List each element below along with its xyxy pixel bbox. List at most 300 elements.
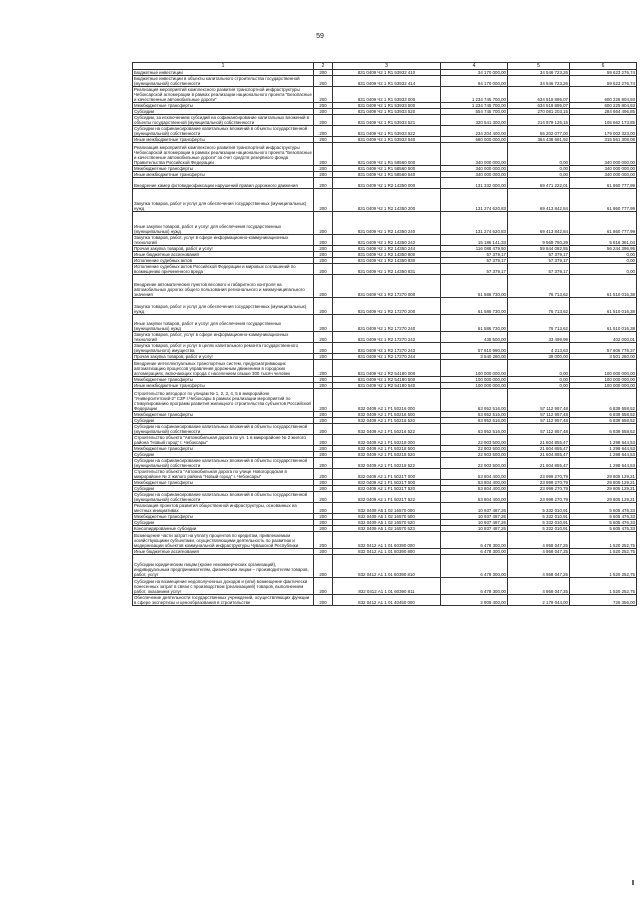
row-csr: 832 0412 А1 1 01 60390 000 [333,532,441,549]
row-name: Иные закупки товаров, работ и услуг для обеспечения государственных (муниципальных) нужд [133,315,314,332]
row-approved: 57 610 990,00 [441,343,508,354]
row-approved: 63 952 516,00 [441,418,508,424]
row-code: 200 [314,76,333,87]
row-unexecuted: 100 000 000,00 [570,377,637,383]
table-row [133,578,637,595]
row-name: Субсидии на возмещение недополученных доходов и (или) возмещение фактически понесенных затрат в связи с производством (реализацией) товаров, выполнением работ, оказанием услуг [133,578,314,595]
row-code: 200 [314,446,333,452]
row-csr: 832 0409 А5 1 02 16570 000 [333,503,441,514]
row-csr: 831 0409 Ч2 1 R2 14350 800 [333,252,441,258]
row-executed: 9 569 760,29 [508,235,570,246]
row-csr: 831 0409 Ч2 1 R2 14350 831 [333,264,441,275]
row-unexecuted: 6 839 558,52 [570,412,637,418]
row-name: Консолидированные субсидии [133,526,314,532]
row-name: Прочая закупка товаров, работ и услуг [133,246,314,252]
row-executed: 4 958 047,25 [508,532,570,549]
table-row [133,298,637,315]
row-approved: 57 379,17 [441,264,508,275]
row-name: Прочая закупка товаров, работ и услуг [133,354,314,360]
row-code: 200 [314,189,333,212]
row-name: Субсидии [133,520,314,526]
table-row [133,389,637,412]
row-unexecuted: 1 298 644,53 [570,458,637,469]
row-approved: 94 170 000,00 [441,76,508,87]
row-unexecuted: 5 605 476,33 [570,520,637,526]
row-approved: 100 000 000,00 [441,377,508,383]
row-name: Межбюджетные трансферты [133,446,314,452]
row-unexecuted: 105 662 173,85 [570,115,637,126]
row-unexecuted: 6 839 558,52 [570,389,637,412]
row-executed: 0,00 [508,360,570,377]
row-csr: 831 0409 Ч2 1 R2 14350 830 [333,258,441,264]
row-code: 200 [314,418,333,424]
row-csr: 831 0409 Ч2 1 R1 53933 500 [333,103,441,109]
row-name: Иные межбюджетные трансферты [133,172,314,178]
row-name: Возмещение части затрат на уплату процентов по кредитам, привлекаемым хозяйствующими субъектами, осуществляющими деятельность по развитию и модернизации объектов коммунальной инфраструктуры Чувашской Республики [133,532,314,549]
row-executed: 634 519 895,07 [508,87,570,103]
row-name: Строительство объекта "Автомобильная дорога по улице Новогородская в микрорайоне № 2 жилого района "Новый город" г. Чебоксары" [133,469,314,480]
row-name: Субсидии [133,452,314,458]
table-row [133,178,637,189]
column-header: 3 [333,63,441,70]
row-name: Иные межбюджетные трансферты [133,383,314,389]
row-csr: 832 0409 А2 1 F1 5021Т 520 [333,486,441,492]
row-name: Закупка товаров, работ и услуг для обеспечения государственных (муниципальных) нужд [133,298,314,315]
row-code: 200 [314,275,333,298]
row-unexecuted: 1 298 644,53 [570,435,637,446]
row-csr: 832 0412 А1 1 01 40450 000 [333,595,441,606]
row-unexecuted: 3 501 280,00 [570,354,637,360]
row-unexecuted: 402 000,01 [570,332,637,343]
row-name: Иные бюджетные ассигнования [133,252,314,258]
row-code: 200 [314,258,333,264]
row-csr: 831 0409 Ч2 1 R1 58560 500 [333,166,441,172]
table-row [133,315,637,332]
row-executed: 34 546 723,26 [508,70,570,76]
row-approved: 116 088 479,50 [441,246,508,252]
row-approved: 131 332 000,00 [441,178,508,189]
row-name: Закупка товаров, работ и услуг в целях капитального ремонта государственного (муниципального) имущества [133,343,314,354]
row-code: 200 [314,503,333,514]
budget-table [132,62,637,606]
row-executed: 39 000,00 [508,354,570,360]
row-approved: 554 745 700,00 [441,109,508,115]
edge-mark [632,880,634,885]
row-name: Закупка товаров, работ, услуг в сфере информационно-коммуникационных технологий [133,235,314,246]
row-approved: 53 804 400,00 [441,486,508,492]
row-unexecuted: 29 805 129,21 [570,480,637,486]
row-unexecuted: 340 000 000,00 [570,172,637,178]
row-approved: 34 170 000,00 [441,70,508,76]
row-code: 200 [314,235,333,246]
row-code: 200 [314,87,333,103]
row-unexecuted: 1 298 644,53 [570,452,637,458]
row-name: Межбюджетные трансферты [133,412,314,418]
row-code: 200 [314,246,333,252]
row-approved: 320 541 300,00 [441,115,508,126]
table-row [133,458,637,469]
row-name: Межбюджетные трансферты [133,377,314,383]
row-csr: 831 0409 Ч2 1 R2 14350 240 [333,212,441,235]
row-csr: 831 0409 Ч2 1 R2 54180 500 [333,377,441,383]
row-executed: 5 332 010,91 [508,514,570,520]
row-executed: 57 112 957,48 [508,389,570,412]
row-name: Межбюджетные трансферты [133,166,314,172]
row-unexecuted: 1 520 252,75 [570,555,637,578]
table-row [133,275,637,298]
row-code: 200 [314,424,333,435]
table-row [133,87,637,103]
row-csr: 831 0409 Ч2 1 R1 53933 520 [333,109,441,115]
row-unexecuted: 1 520 252,75 [570,549,637,555]
row-csr: 832 0409 А2 1 F1 50218 500 [333,446,441,452]
row-executed: 5 332 010,91 [508,520,570,526]
row-csr: 831 0409 Ч2 1 R2 14350 242 [333,235,441,246]
row-name: Закупка товаров, работ и услуг для обеспечения государственных (муниципальных) нужд [133,189,314,212]
row-executed: 4 958 047,25 [508,555,570,578]
table-row [133,143,637,166]
row-approved: 22 903 500,00 [441,435,508,446]
row-executed: 0,00 [508,143,570,166]
row-approved: 61 586 730,00 [441,298,508,315]
row-unexecuted: 340 000 000,00 [570,166,637,172]
row-approved: 10 937 487,26 [441,526,508,532]
row-csr: 832 0409 А2 1 F1 50218 000 [333,435,441,446]
row-unexecuted: 726 356,00 [570,595,637,606]
row-approved: 53 804 400,00 [441,480,508,486]
row-code: 200 [314,126,333,137]
table-row [133,235,637,246]
row-code: 200 [314,469,333,480]
table-row [133,264,637,275]
row-csr: 832 0409 А2 1 F1 50218 522 [333,458,441,469]
row-unexecuted: 5 605 476,33 [570,503,637,514]
row-executed: 0,00 [508,166,570,172]
row-executed: 21 604 855,47 [508,452,570,458]
row-code: 200 [314,549,333,555]
row-approved: 6 478 300,00 [441,549,508,555]
row-code: 200 [314,514,333,520]
row-code: 200 [314,452,333,458]
row-unexecuted: 6 839 558,52 [570,418,637,424]
row-name: Обеспечение деятельности государственных учреждений, осуществляющих функции в сфере экспертизы и ценообразования в строительстве [133,595,314,606]
row-executed: 4 213,63 [508,343,570,354]
table-row [133,492,637,503]
row-code: 200 [314,315,333,332]
row-executed: 57 112 957,48 [508,424,570,435]
row-name: Субсидии [133,486,314,492]
table-row [133,343,637,354]
row-csr: 832 0409 А2 1 F1 50216 500 [333,412,441,418]
row-csr: 831 0409 Ч2 1 R1 53932 414 [333,76,441,87]
row-code: 200 [314,578,333,595]
row-code: 200 [314,354,333,360]
row-name: Субсидии на софинансирование капитальных вложений в объекты государственной (муниципальной) собственности [133,424,314,435]
row-name: Реализация мероприятий комплексного развития транспортной инфраструктуры Чебоксарской агломерации в рамках реализации национального проекта "Безопасные и качественные автомобильные дороги" за счет средств резервного фонда Правительства Российской Федерации [133,143,314,166]
row-csr: 832 0412 А1 1 01 60390 811 [333,578,441,595]
row-csr: 832 0409 А2 1 F1 50216 520 [333,418,441,424]
row-unexecuted: 5 616 381,04 [570,235,637,246]
row-executed: 214 879 126,15 [508,115,570,126]
row-unexecuted: 61 860 777,99 [570,189,637,212]
row-code: 200 [314,526,333,532]
row-unexecuted: 56 244 396,95 [570,246,637,252]
row-code: 200 [314,377,333,383]
row-unexecuted: 1 298 644,53 [570,446,637,452]
row-unexecuted: 61 510 016,38 [570,298,637,315]
row-unexecuted: 5 605 476,33 [570,514,637,520]
page-number: 59 [316,33,324,40]
row-name: Субсидии на софинансирование капитальных вложений в объекты государственной (муниципальной) собственности [133,458,314,469]
column-header: 5 [508,63,570,70]
row-approved: 10 937 487,26 [441,503,508,514]
row-unexecuted: 6 839 558,52 [570,424,637,435]
row-executed: 2 179 044,00 [508,595,570,606]
table-header-row [133,63,637,70]
row-unexecuted: 1 520 252,75 [570,578,637,595]
row-code: 200 [314,178,333,189]
row-code: 200 [314,520,333,526]
table-row [133,126,637,137]
row-unexecuted: 315 561 308,08 [570,137,637,143]
row-name: Реализация мероприятий комплексного развития транспортной инфраструктуры Чебоксарской агломерации в рамках реализации национального проекта "Безопасные и качественные автомобильные дороги" [134,87,312,102]
row-approved: 53 804 400,00 [441,469,508,480]
row-unexecuted: 61 510 016,38 [570,275,637,298]
row-approved: 63 952 516,00 [441,389,508,412]
row-code: 200 [314,360,333,377]
row-unexecuted: 0,00 [570,264,637,275]
row-code: 200 [314,332,333,343]
table-row [133,212,637,235]
row-csr: 832 0409 А2 1 F1 50216 522 [333,424,441,435]
row-csr: 831 0409 Ч2 1 R2 54180 540 [333,383,441,389]
row-csr: 831 0409 Ч2 1 R1 58560 000 [333,143,441,166]
row-name: Субсидии [133,109,314,115]
row-approved: 63 952 516,00 [441,424,508,435]
row-unexecuted: 59 623 276,74 [570,70,637,76]
table-row [133,435,637,446]
table-row [133,555,637,578]
row-name: Бюджетные инвестиции [133,70,314,76]
table-row [133,424,637,435]
table-row [133,189,637,212]
row-code: 200 [314,109,333,115]
row-code: 200 [314,172,333,178]
row-approved: 61 586 730,00 [441,275,508,298]
row-name: Строительство автодорог по улицам № 1, 2, 3, 4, 5 в микрорайоне "Университетский-2" СЗР г.Чебоксары в рамках реализации мероприятий по стимулированию программ развития жилищного строительства субъектов Российской Федерации [133,389,314,412]
row-executed: 57 379,17 [508,258,570,264]
row-name: Внедрение камер фотовидеофиксации нарушений правил дорожного движения [133,178,314,189]
row-approved: 63 952 516,00 [441,412,508,418]
row-code: 200 [314,103,333,109]
table-row [133,332,637,343]
row-executed: 33 499,99 [508,332,570,343]
row-code: 200 [314,70,333,76]
row-name: Межбюджетные трансферты [133,103,314,109]
row-name: Внедрение автоматических пунктов весового и габаритного контроля на автомобильных дорогах общего пользования регионального и межмуниципального значения [133,275,314,298]
row-approved: 61 586 730,00 [441,315,508,332]
row-unexecuted: 61 860 777,99 [570,212,637,235]
row-name: Реализация проектов развития общественной инфраструктуры, основанных на местных инициативах [133,503,314,514]
row-csr: 831 0409 Ч2 1 R2 17270 200 [333,298,441,315]
table-row [133,354,637,360]
row-approved: 6 478 300,00 [441,578,508,595]
row-executed: 634 519 895,07 [508,103,570,109]
row-unexecuted: 600 225 804,93 [570,87,637,103]
row-unexecuted: 600 225 804,93 [570,103,637,109]
row-code: 200 [314,298,333,315]
row-csr: 831 0409 Ч2 1 R2 17270 000 [333,275,441,298]
row-executed: 0,00 [508,383,570,389]
table-row [133,360,637,377]
column-header: 4 [441,63,508,70]
row-executed: 0,00 [508,377,570,383]
row-name: Закупка товаров, работ, услуг в сфере информационно-коммуникационных технологий [133,332,314,343]
row-executed: 69 471 222,01 [508,178,570,189]
row-code: 200 [314,264,333,275]
table-row [133,595,637,606]
row-executed: 0,00 [508,172,570,178]
row-unexecuted: 5 605 476,33 [570,526,637,532]
row-executed: 69 413 842,84 [508,212,570,235]
row-executed: 57 379,17 [508,264,570,275]
row-unexecuted: 179 002 323,00 [570,126,637,137]
row-code: 200 [314,389,333,412]
row-approved: 100 000 000,00 [441,360,508,377]
row-executed: 5 332 010,91 [508,503,570,514]
row-csr: 831 0409 Ч2 1 R2 17270 244 [333,354,441,360]
row-executed: 5 332 010,91 [508,526,570,532]
row-csr: 831 0409 Ч2 1 R2 17270 243 [333,343,441,354]
row-executed: 34 546 723,26 [508,76,570,87]
row-csr: 831 0409 Ч2 1 R1 53933 521 [333,115,441,126]
row-approved: 234 204 400,00 [441,126,508,137]
row-code: 200 [314,137,333,143]
row-name: Иные межбюджетные трансферты [133,137,314,143]
row-csr: 831 0409 Ч2 1 R2 17270 240 [333,315,441,332]
row-approved: 53 804 400,00 [441,492,508,503]
row-csr: 831 0409 Ч2 1 R1 53933 522 [333,126,441,137]
row-name: Субсидии [133,418,314,424]
row-approved: 131 274 620,83 [441,212,508,235]
row-csr: 832 0409 А2 1 F1 5021Т 500 [333,480,441,486]
row-executed: 4 958 047,25 [508,549,570,555]
column-header: 6 [570,63,637,70]
row-csr: 831 0409 Ч2 1 R1 53933 540 [333,137,441,143]
row-approved: 2 905 400,00 [441,595,508,606]
row-unexecuted: 0,00 [570,258,637,264]
row-name: Бюджетные инвестиции в объекты капитального строительства государственной (муниципальной) собственности [133,76,314,87]
table-row [133,76,637,87]
row-unexecuted: 1 520 252,75 [570,532,637,549]
row-name: Субсидии, за исключением субсидий на софинансирование капитальных вложений в объекты государственной (муниципальной) собственности [133,115,314,126]
row-executed: 270 081 203,15 [508,109,570,115]
row-unexecuted: 100 000 000,00 [570,360,637,377]
row-name: Субсидии юридическим лицам (кроме некоммерческих организаций), индивидуальным предпринимателям, физическим лицам – производителям товаров, работ, услуг [133,555,314,578]
row-executed: 57 112 957,48 [508,412,570,418]
row-code: 200 [314,532,333,549]
row-approved: 340 000 000,00 [441,172,508,178]
row-approved: 10 937 487,26 [441,520,508,526]
table-row [133,115,637,126]
row-executed: 69 413 842,84 [508,189,570,212]
row-code: 200 [314,343,333,354]
row-unexecuted: 29 805 129,21 [570,486,637,492]
row-name: Исполнение судебных актов Российской Федерации и мировых соглашений по возмещению причиненного вреда [133,264,314,275]
row-executed: 57 379,17 [508,252,570,258]
column-header: 2 [314,63,333,70]
row-approved: 22 903 500,00 [441,446,508,452]
row-unexecuted: 59 623 276,74 [570,76,637,87]
row-approved: 435 500,00 [441,332,508,343]
row-code: 200 [314,412,333,418]
row-name: Иные закупки товаров, работ и услуг для обеспечения государственных (муниципальных) нужд [133,212,314,235]
row-csr: 832 0409 А5 1 02 16570 500 [333,514,441,520]
row-approved: 22 903 500,00 [441,452,508,458]
row-executed: 364 438 691,92 [508,137,570,143]
row-csr: 832 0409 А2 1 F1 50216 000 [333,389,441,412]
row-code: 200 [314,383,333,389]
row-csr: 831 0409 Ч2 1 R1 58560 540 [333,172,441,178]
row-code: 200 [314,435,333,446]
row-executed: 23 999 270,79 [508,480,570,486]
row-approved: 131 274 620,83 [441,189,508,212]
row-csr: 832 0409 А5 1 02 16570 523 [333,526,441,532]
row-approved: 340 000 000,00 [441,143,508,166]
row-name: Иные бюджетные ассигнования [133,549,314,555]
row-executed: 57 112 957,48 [508,418,570,424]
row-name: Субсидии на софинансирование капитальных вложений в объекты государственной (муниципальной) собственности [133,492,314,503]
row-approved: 6 478 300,00 [441,532,508,549]
row-csr: 832 0412 А1 1 01 60390 800 [333,549,441,555]
row-approved: 57 379,17 [441,252,508,258]
row-csr: 831 0409 Ч2 1 R2 14350 000 [333,178,441,189]
row-approved: 680 000 000,00 [441,137,508,143]
row-approved: 15 186 141,33 [441,235,508,246]
table-row [133,246,637,252]
row-name: Строительство объекта "Автомобильная дорога по ул. 1 в микрорайоне № 2 жилого района "Новый город" г. Чебоксары" [133,435,314,446]
row-approved: 10 937 487,26 [441,514,508,520]
row-csr: 832 0409 А2 1 F1 5021Т 522 [333,492,441,503]
row-executed: 23 999 270,79 [508,492,570,503]
row-name: Исполнение судебных актов [133,258,314,264]
row-code: 200 [314,595,333,606]
row-executed: 55 202 077,00 [508,126,570,137]
row-executed: 23 999 270,79 [508,486,570,492]
row-approved: 6 478 300,00 [441,555,508,578]
row-code: 200 [314,480,333,486]
row-executed: 76 713,62 [508,298,570,315]
row-approved: 340 000 000,00 [441,166,508,172]
row-code: 200 [314,458,333,469]
row-approved: 22 903 500,00 [441,458,508,469]
row-csr: 831 0409 Ч2 1 R2 14350 244 [333,246,441,252]
row-executed: 21 604 855,47 [508,435,570,446]
row-approved: 1 234 745 700,00 [441,103,508,109]
row-name: Межбюджетные трансферты [133,514,314,520]
row-csr: 831 0409 Ч2 1 R1 53932 410 [333,70,441,76]
table-row [133,503,637,514]
row-executed: 76 713,62 [508,275,570,298]
row-executed: 4 958 047,25 [508,578,570,595]
row-csr: 832 0409 А5 1 02 16570 520 [333,520,441,526]
row-csr: 832 0412 А1 1 01 60390 810 [333,555,441,578]
row-unexecuted: 29 805 129,21 [570,492,637,503]
row-csr: 831 0409 Ч2 1 R2 54180 000 [333,360,441,377]
row-code: 200 [314,115,333,126]
row-unexecuted: 57 606 776,37 [570,343,637,354]
row-code: 200 [314,166,333,172]
